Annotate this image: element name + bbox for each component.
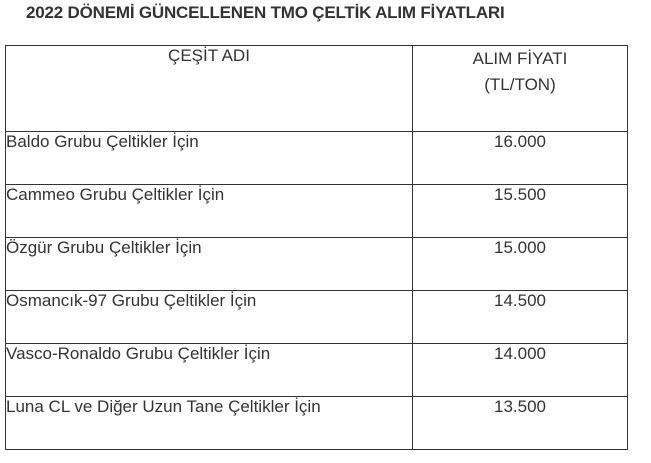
- variety-name-cell: Luna CL ve Diğer Uzun Tane Çeltikler İçin: [6, 397, 413, 450]
- price-table: [5, 45, 628, 450]
- price-cell: 13.500: [413, 397, 628, 450]
- variety-name-cell: Cammeo Grubu Çeltikler İçin: [6, 185, 413, 238]
- header-purchase-price: [413, 46, 628, 132]
- table-row: [6, 344, 628, 397]
- table-row: [6, 397, 628, 450]
- table-header-row: [6, 46, 628, 132]
- table-row: [6, 238, 628, 291]
- price-cell: 15.000: [413, 238, 628, 291]
- variety-name-cell: Baldo Grubu Çeltikler İçin: [6, 132, 413, 185]
- price-cell: 16.000: [413, 132, 628, 185]
- header-price-label: ALIM FİYATI: [472, 49, 568, 68]
- variety-name-cell: Osmancık-97 Grubu Çeltikler İçin: [6, 291, 413, 344]
- header-price-unit: (TL/TON): [484, 75, 556, 94]
- page-title: 2022 DÖNEMİ GÜNCELLENEN TMO ÇELTİK ALIM FİYATLARI: [26, 3, 505, 22]
- price-cell: 15.500: [413, 185, 628, 238]
- variety-name-cell: Özgür Grubu Çeltikler İçin: [6, 238, 413, 291]
- variety-name-cell: Vasco-Ronaldo Grubu Çeltikler İçin: [6, 344, 413, 397]
- header-variety-name: ÇEŞİT ADI: [6, 46, 413, 132]
- table-row: [6, 291, 628, 344]
- table-row: [6, 132, 628, 185]
- price-cell: 14.500: [413, 291, 628, 344]
- table-row: [6, 185, 628, 238]
- price-cell: 14.000: [413, 344, 628, 397]
